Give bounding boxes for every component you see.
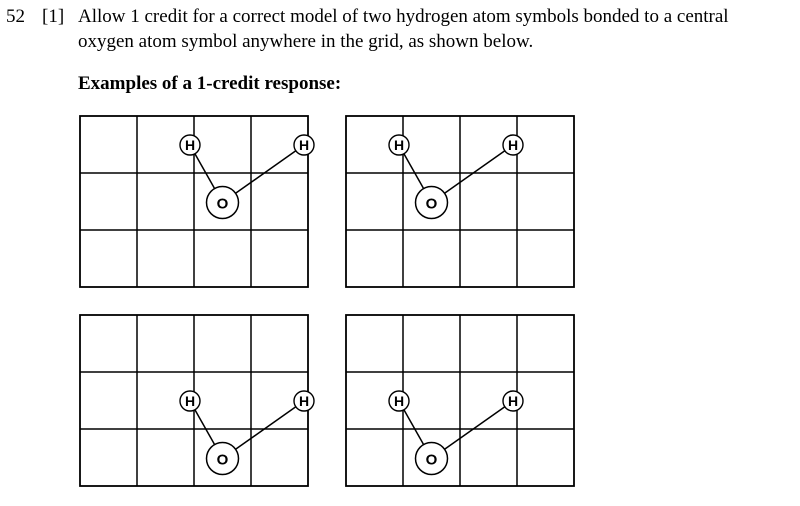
bond-line xyxy=(236,407,296,450)
bond-line xyxy=(195,410,215,445)
question-number: 52 xyxy=(6,6,25,27)
credit-value: [1] xyxy=(42,6,65,27)
bond-line xyxy=(195,154,215,189)
bond-line xyxy=(404,410,424,445)
oxygen-atom-label: O xyxy=(216,451,229,469)
hydrogen-atom-label: H xyxy=(298,393,310,409)
oxygen-atom-label: O xyxy=(425,195,438,213)
hydrogen-atom-label: H xyxy=(184,137,196,153)
hydrogen-atom-label: H xyxy=(393,393,405,409)
hydrogen-atom-label: H xyxy=(507,393,519,409)
hydrogen-atom-label: H xyxy=(393,137,405,153)
hydrogen-atom-label: H xyxy=(298,137,310,153)
hydrogen-atom-label: H xyxy=(184,393,196,409)
hydrogen-atom-label: H xyxy=(507,137,519,153)
oxygen-atom-label: O xyxy=(425,451,438,469)
examples-heading: Examples of a 1-credit response: xyxy=(78,73,342,94)
bond-line xyxy=(445,151,505,194)
bond-line xyxy=(404,154,424,189)
oxygen-atom-label: O xyxy=(216,195,229,213)
bond-line xyxy=(445,407,505,450)
rubric-line-1: Allow 1 credit for a correct model of two hydrogen atom symbols bonded to a central xyxy=(78,6,729,27)
bond-line xyxy=(236,151,296,194)
rubric-line-2: oxygen atom symbol anywhere in the grid, as shown below. xyxy=(78,31,534,52)
